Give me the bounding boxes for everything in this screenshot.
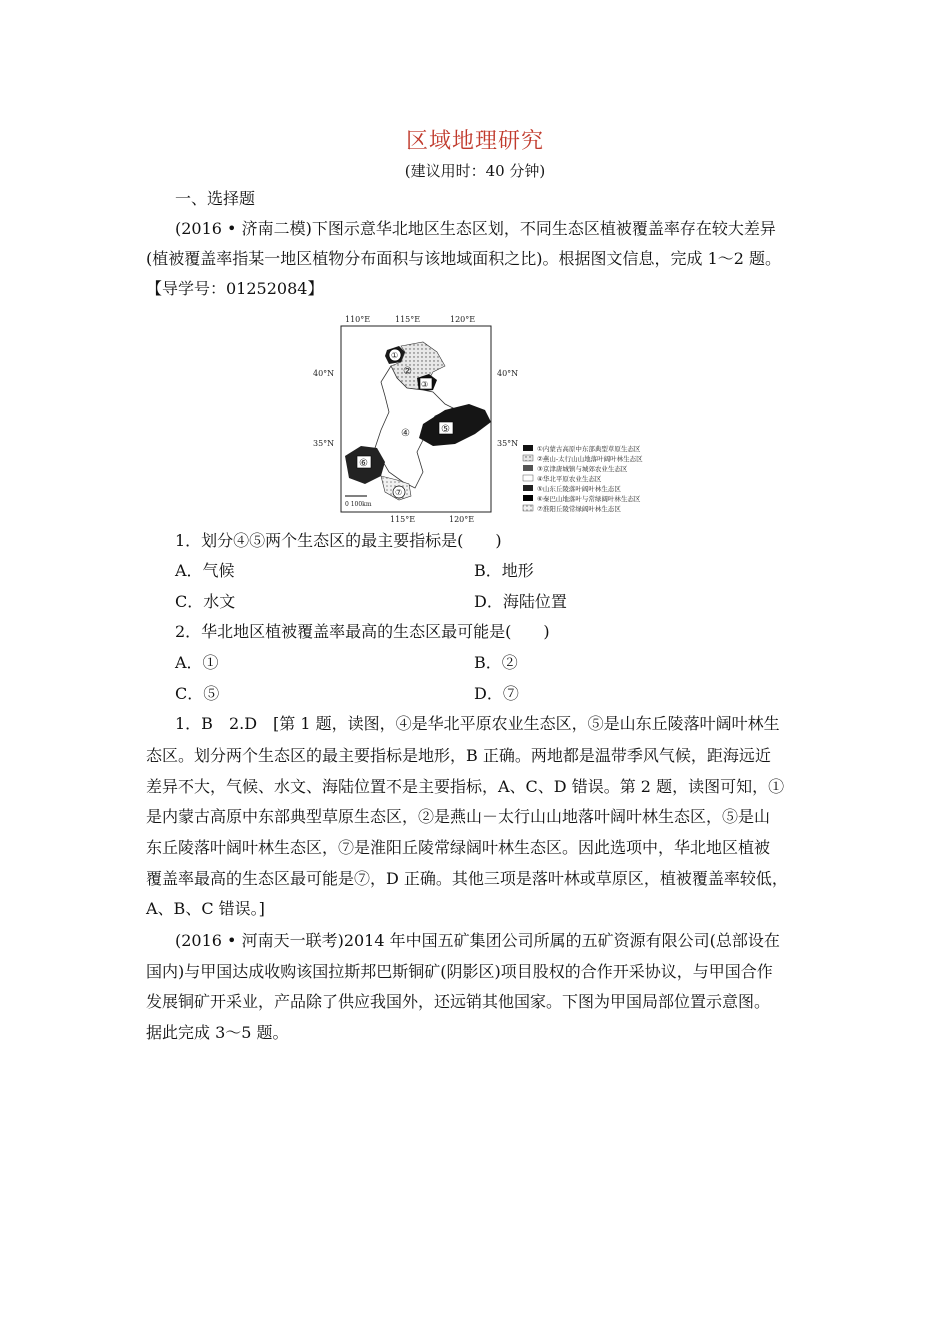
region-label <box>403 366 412 377</box>
svg-text:④: ④ <box>401 428 410 439</box>
svg-text:⑤: ⑤ <box>441 424 450 435</box>
answer-line: 1．B 2.D [第 1 题，读图，④是华北平原农业生态区，⑤是山东丘陵落叶阔叶林生 <box>175 714 780 733</box>
answer-line: 差异不大，气候、水文、海陆位置不是主要指标，A、C、D 错误。第 2 题，读图可知，① <box>146 777 785 796</box>
intro-paragraph-line: (植被覆盖率指某一地区植物分布面积与该地域面积之比)。根据图文信息，完成 1～2 题。 <box>146 249 782 268</box>
svg-text:④华北平原农业生态区: ④华北平原农业生态区 <box>537 475 602 483</box>
q2-option-d[interactable]: D．⑦ <box>474 684 519 703</box>
right-tick: 35°N <box>497 439 519 448</box>
svg-text:⑤山东丘陵落叶阔叶林生态区: ⑤山东丘陵落叶阔叶林生态区 <box>537 485 621 493</box>
answer-line: 覆盖率最高的生态区最可能是⑦，D 正确。其他三项是落叶林或草原区，植被覆盖率较低， <box>146 869 788 888</box>
svg-text:③: ③ <box>421 380 429 389</box>
answer-line: 是内蒙古高原中东部典型草原生态区，②是燕山－太行山山地落叶阔叶林生态区，⑤是山 <box>146 807 771 826</box>
intro-paragraph-line: 国内)与甲国达成收购该国拉斯邦巴斯铜矿(阴影区)项目股权的合作开采协议，与甲国合作 <box>146 962 773 981</box>
intro-paragraph-line: (2016 • 济南二模)下图示意华北地区生态区划，不同生态区植被覆盖率存在较大差异 <box>175 219 776 238</box>
region-label <box>393 486 405 498</box>
svg-text:⑥秦巴山地落叶与常绿阔叶林生态区: ⑥秦巴山地落叶与常绿阔叶林生态区 <box>537 495 641 503</box>
svg-text:①内蒙古高原中东部典型草原生态区: ①内蒙古高原中东部典型草原生态区 <box>537 445 641 453</box>
answer-line: A、B、C 错误。] <box>146 899 265 918</box>
intro-paragraph-line: 据此完成 3～5 题。 <box>146 1023 289 1042</box>
answer-line: 态区。划分两个生态区的最主要指标是地形，B 正确。两地都是温带季风气候，距海远近 <box>146 746 771 765</box>
svg-text:③京津唐城镇与城郊农业生态区: ③京津唐城镇与城郊农业生态区 <box>537 465 628 473</box>
region-label <box>420 378 432 389</box>
page-subtitle: (建议用时：40 分钟) <box>404 162 546 180</box>
top-tick: 110°E <box>345 315 371 324</box>
svg-text:②燕山-太行山山地落叶阔叶林生态区: ②燕山-太行山山地落叶阔叶林生态区 <box>537 455 643 463</box>
scale-label: 0 100km <box>345 501 372 508</box>
intro-paragraph-line: (2016 • 河南天一联考)2014 年中国五矿集团公司所属的五矿资源有限公司(总部设在 <box>175 931 780 950</box>
region-label <box>439 422 453 435</box>
region-label <box>389 349 401 361</box>
q1-option-a[interactable]: A．气候 <box>175 561 235 580</box>
bottom-tick: 120°E <box>449 515 475 522</box>
region-label <box>357 456 371 469</box>
question-2-stem: 2．华北地区植被覆盖率最高的生态区最可能是( ) <box>175 622 550 641</box>
right-tick: 40°N <box>497 369 519 378</box>
q1-option-c[interactable]: C．水文 <box>175 592 236 611</box>
svg-text:⑦: ⑦ <box>395 488 403 497</box>
q1-option-b[interactable]: B．地形 <box>474 561 534 580</box>
top-tick: 115°E <box>395 315 421 324</box>
q2-option-c[interactable]: C．⑤ <box>175 684 220 703</box>
region-label <box>401 428 410 439</box>
q1-option-d[interactable]: D．海陆位置 <box>474 592 567 611</box>
top-tick: 120°E <box>450 315 476 324</box>
ecoregion-map <box>305 312 685 522</box>
map-legend <box>523 444 643 513</box>
left-tick: 40°N <box>313 369 335 378</box>
question-1-stem: 1．划分④⑤两个生态区的最主要指标是( ) <box>175 531 502 550</box>
page-title: 区域地理研究 <box>405 129 544 154</box>
bottom-tick: 115°E <box>390 515 416 522</box>
answer-line: 东丘陵落叶阔叶林生态区，⑦是淮阳丘陵常绿阔叶林生态区。因此选项中，华北地区植被 <box>146 838 771 857</box>
svg-text:⑦淮阳丘陵常绿阔叶林生态区: ⑦淮阳丘陵常绿阔叶林生态区 <box>537 505 621 513</box>
q2-option-a[interactable]: A．① <box>175 653 219 672</box>
guide-number: 【导学号：01252084】 <box>146 279 324 298</box>
section-heading: 一、选择题 <box>175 189 256 208</box>
svg-text:②: ② <box>403 366 412 377</box>
intro-paragraph-line: 发展铜矿开采业，产品除了供应我国外，还远销其他国家。下图为甲国局部位置示意图。 <box>146 992 771 1011</box>
svg-text:⑥: ⑥ <box>359 458 368 469</box>
q2-option-b[interactable]: B．② <box>474 653 518 672</box>
left-tick: 35°N <box>313 439 335 448</box>
svg-text:①: ① <box>391 351 399 360</box>
